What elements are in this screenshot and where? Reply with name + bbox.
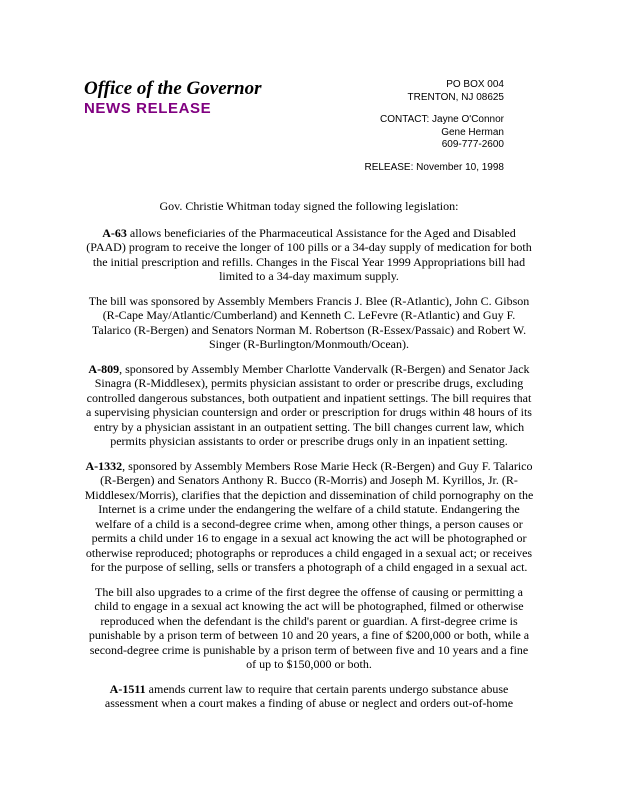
paragraph-a1332 xyxy=(84,459,534,575)
paragraph-text: , sponsored by Assembly Members Rose Marie Heck (R-Bergen) and Guy F. Talarico (R-Bergen) and Senators Anthony R. Bucco (R-Morris) and Joseph M. Kyrillos, Jr. (R-Middlesex/Morris), clarifies that the depiction and dissemination of child pornography on the Internet is a crime under the endangering the welfare of a child statute. Endangering the welfare of a child is a second-degree crime when, among other things, a person causes or permits a child under 16 to engage in a sexual act knowing the act will be photographed or otherwise reproduced; photographs or reproduces a child engaged in a sexual act; or receives for the purpose of selling, sells or transfers a photograph of a child engaged in a sexual act. xyxy=(84,458,534,574)
lead-paragraph: Gov. Christie Whitman today signed the following legislation: xyxy=(159,199,459,213)
paragraph-a63 xyxy=(84,226,534,284)
release-date: RELEASE: November 10, 1998 xyxy=(364,161,504,173)
paragraph-text: , sponsored by Assembly Member Charlotte Vandervalk (R-Bergen) and Senator Jack Sinagra (R-Middlesex), permits physician assistant to order or prescribe drugs, excluding controlled dangerous substances, both outpatient and inpatient settings. The bill requires that a supervising physician countersign and order or prescription for drugs within 48 hours of its entry by a physician assistant in an outpatient setting. The bill changes current law, which permits physician assistants to order or prescribe drugs only in an inpatient setting. xyxy=(86,361,532,448)
city-address: TRENTON, NJ 08625 xyxy=(407,91,504,103)
office-title: Office of the Governor xyxy=(84,78,262,99)
contact-phone: 609-777-2600 xyxy=(441,139,504,150)
bill-id: A-1511 xyxy=(109,681,146,696)
news-release-heading: NEWS RELEASE xyxy=(84,100,212,117)
release-body xyxy=(84,199,534,721)
bill-id: A-63 xyxy=(102,225,127,240)
paragraph-text: allows beneficiaries of the Pharmaceutical Assistance for the Aged and Disabled (PAAD) program to receive the longer of 100 pills or a 34-day supply of medication for both the initial prescription and refills. Changes in the Fiscal Year 1999 Appropriations bill had limited to a 34-day maximum supply. xyxy=(86,225,532,283)
contact-name: CONTACT: Jayne O'Connor xyxy=(380,114,504,125)
paragraph-a1511 xyxy=(84,682,534,711)
paragraph-a63-sponsors: The bill was sponsored by Assembly Members Francis J. Blee (R-Atlantic), John C. Gibson (R-Cape May/Atlantic/Cumberland) and Kenneth C. LeFevre (R-Atlantic) and Guy F. Talarico (R-Bergen) and Senators Norman M. Robertson (R-Essex/Passaic) and Robert W. Singer (R-Burlington/Monmouth/Ocean). xyxy=(88,293,530,351)
bill-id: A-1332 xyxy=(85,458,123,473)
po-box: PO BOX 004 xyxy=(446,79,504,90)
contact-block xyxy=(364,79,504,174)
bill-id: A-809 xyxy=(88,361,120,376)
second-contact-name: Gene Herman xyxy=(441,126,504,138)
paragraph-a809 xyxy=(84,362,534,449)
paragraph-text: amends current law to require that certain parents undergo substance abuse assessment when a court makes a finding of abuse or neglect and orders out-of-home xyxy=(104,681,514,710)
paragraph-a1332-upgrade: The bill also upgrades to a crime of the first degree the offense of causing or permitting a child to engage in a sexual act knowing the act will be photographed, filmed or otherwise reproduced when the defendant is the child's parent or guardian. A first-degree crime is punishable by a prison term of between 10 and 20 years, a fine of $200,000 or both, while a second-degree crime is punishable by a prison term of between five and 10 years and a fine of up to $150,000 or both. xyxy=(88,584,530,671)
